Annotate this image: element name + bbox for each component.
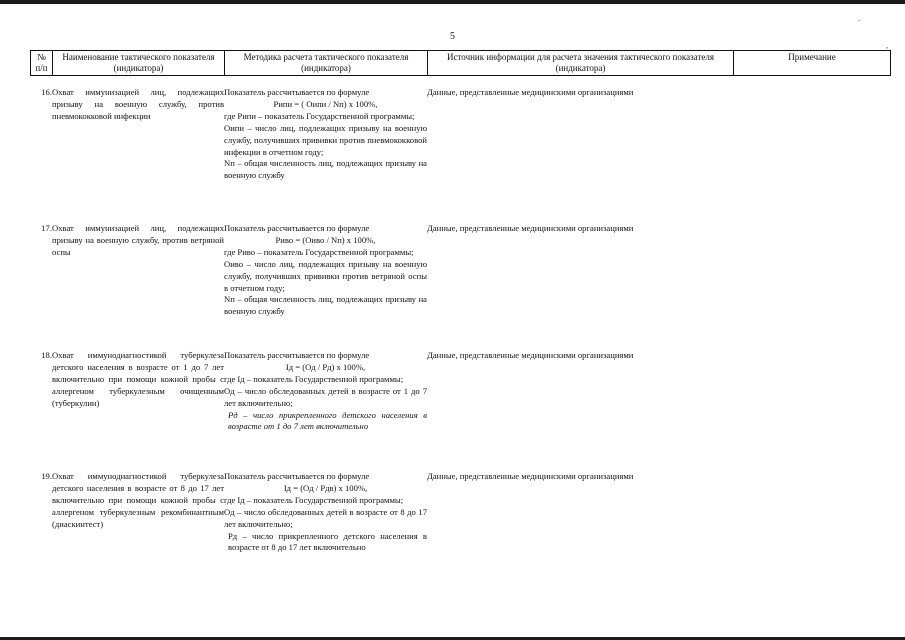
table-row-18	[30, 350, 890, 433]
information-source: Данные, представленные медицинскими организациями	[427, 471, 634, 481]
note-cell	[733, 350, 890, 433]
indicator-name: Охват иммунизацией лиц, подлежащих призыву на военную службу, против пневмококковой инфекции	[52, 87, 224, 121]
method-definition: Oипи – число лиц, подлежащих призыву на военную службу, получивших прививки против пневмококковой инфекции в отчетном году;	[224, 122, 427, 157]
note-cell	[733, 471, 890, 554]
row-number: 18.	[41, 350, 52, 360]
method-intro: Показатель рассчитывается по формуле	[224, 471, 370, 481]
indicator-name: Охват иммунодиагностикой туберкулеза детского населения в возрасте от 1 до 7 лет включительно при помощи кожной пробы с аллергеном туберкулезным очищенным (туберкулин)	[52, 350, 224, 408]
method-definition: где Iд – показатель Государственной программы;	[224, 494, 404, 505]
calculation-method	[224, 87, 427, 182]
method-intro: Показатель рассчитывается по формуле	[224, 87, 370, 97]
method-definition: Oиво – число лиц, подлежащих призыву на военную службу, получивших прививки против ветряной оспы в отчетном году;	[224, 258, 427, 293]
information-source: Данные, представленные медицинскими организациями	[427, 87, 634, 97]
method-formula: Iд = (Oд / Pд) х 100%,	[285, 361, 366, 372]
method-definition: где Pипи – показатель Государственной программы;	[224, 110, 415, 121]
row-number: 16.	[41, 87, 52, 97]
table-header	[30, 50, 891, 76]
indicator-name: Охват иммунодиагностикой туберкулеза детского населения в возрасте от 8 до 17 лет включительно при помощи кожной пробы с аллергеном туберкулезным рекомбинантным (диаскинтест)	[52, 471, 224, 529]
method-formula: Pипи = ( Oипи / Nп) х 100%,	[273, 98, 378, 109]
calculation-method	[224, 350, 427, 433]
scan-speck: .	[858, 14, 860, 23]
page-number: 5	[450, 31, 455, 42]
col-header-note: Примечание	[734, 51, 891, 76]
calculation-method	[224, 471, 427, 554]
method-intro: Показатель рассчитывается по формуле	[224, 350, 370, 360]
method-definition: Oд – число обследованных детей в возрасте от 8 до 17 лет включительно;	[224, 506, 427, 529]
method-formula: Iд = (Oд / Pдв) х 100%,	[283, 482, 368, 493]
method-formula: Pиво = (Oиво / Nп) х 100%,	[275, 234, 376, 245]
method-definition: Nп – общая численность лиц, подлежащих призыву на военную службу	[224, 294, 427, 317]
col-header-source: Источник информации для расчета значения тактического показателя (индикатора)	[428, 51, 734, 76]
table-row-16	[30, 87, 890, 182]
method-definition: Oд – число обследованных детей в возрасте от 1 до 7 лет включительно;	[224, 385, 427, 408]
information-source: Данные, представленные медицинскими организациями	[427, 350, 634, 360]
information-source: Данные, представленные медицинскими организациями	[427, 223, 634, 233]
method-definition: Pд – число прикрепленного детского населения в возрасте от 1 до 7 лет включительно	[228, 409, 427, 432]
row-number: 19.	[41, 471, 52, 481]
row-number: 17.	[41, 223, 52, 233]
table-row-19	[30, 471, 890, 554]
note-cell	[733, 223, 890, 318]
scan-speck: ,	[886, 41, 888, 50]
note-cell	[733, 87, 890, 182]
indicator-name: Охват иммунизацией лиц, подлежащих призыву на военную службу, против ветряной оспы	[52, 223, 224, 257]
method-definition: где Iд – показатель Государственной программы;	[224, 373, 404, 384]
method-definition: Nп – общая численность лиц, подлежащих призыву на военную службу	[224, 158, 427, 181]
col-header-number: № п/п	[31, 51, 53, 76]
method-definition: где Pиво – показатель Государственной программы;	[224, 246, 414, 257]
col-header-name: Наименование тактического показателя (индикатора)	[53, 51, 225, 76]
scan-top-border	[0, 0, 905, 4]
method-definition: Pд – число прикрепленного детского населения в возрасте от 8 до 17 лет включительно	[228, 530, 427, 553]
table-row-17	[30, 223, 890, 318]
method-intro: Показатель рассчитывается по формуле	[224, 223, 370, 233]
col-header-method: Методика расчета тактического показателя (индикатора)	[225, 51, 428, 76]
calculation-method	[224, 223, 427, 318]
